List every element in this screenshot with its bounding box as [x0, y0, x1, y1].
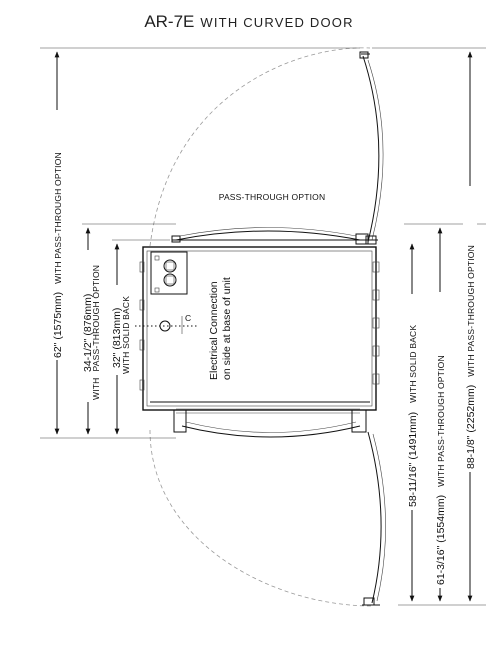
dim-34-label: 34-1/2" (876mm) [82, 293, 94, 372]
left-dimension-labels [50, 110, 131, 402]
model-name: AR-7E [144, 12, 195, 31]
electrical-note-line1: Electrical Connection [208, 281, 220, 380]
electrical-note-line2: on side at base of unit [221, 277, 233, 380]
dim-88-label: 88-1/8" (2252mm)WITH PASS-THROUGH OPTION [465, 245, 477, 469]
diagram-title [144, 12, 353, 31]
dim-61-label: 61-3/16" (1554mm)WITH PASS-THROUGH OPTION [435, 355, 447, 585]
dim-58-label: 58-11/16" (1491mm)WITH SOLID BACK [407, 324, 419, 507]
centerline-mark: C [185, 313, 192, 323]
unit-body [135, 247, 379, 413]
top-door-swing-arc [150, 48, 370, 246]
pass-through-back-door [172, 228, 378, 245]
dim-62-label: 62" (1575mm)WITH PASS-THROUGH OPTION [52, 152, 64, 358]
front-door-open [362, 432, 386, 605]
pass-through-option-label: PASS-THROUGH OPTION [218, 192, 326, 202]
dim-32-note: WITH SOLID BACK [121, 295, 131, 374]
unit-outline [143, 247, 376, 410]
right-dimension-labels [405, 186, 477, 588]
model-subtitle: WITH CURVED DOOR [200, 15, 354, 30]
dim-32-label: 32" (813mm) [111, 307, 123, 368]
bottom-door-swing-arc [150, 430, 372, 606]
front-door-closed [174, 410, 366, 437]
electrical-connection-note [208, 277, 233, 380]
top-door-open [360, 52, 383, 242]
dim-34-note: WITHPASS-THROUGH OPTION [91, 264, 101, 400]
